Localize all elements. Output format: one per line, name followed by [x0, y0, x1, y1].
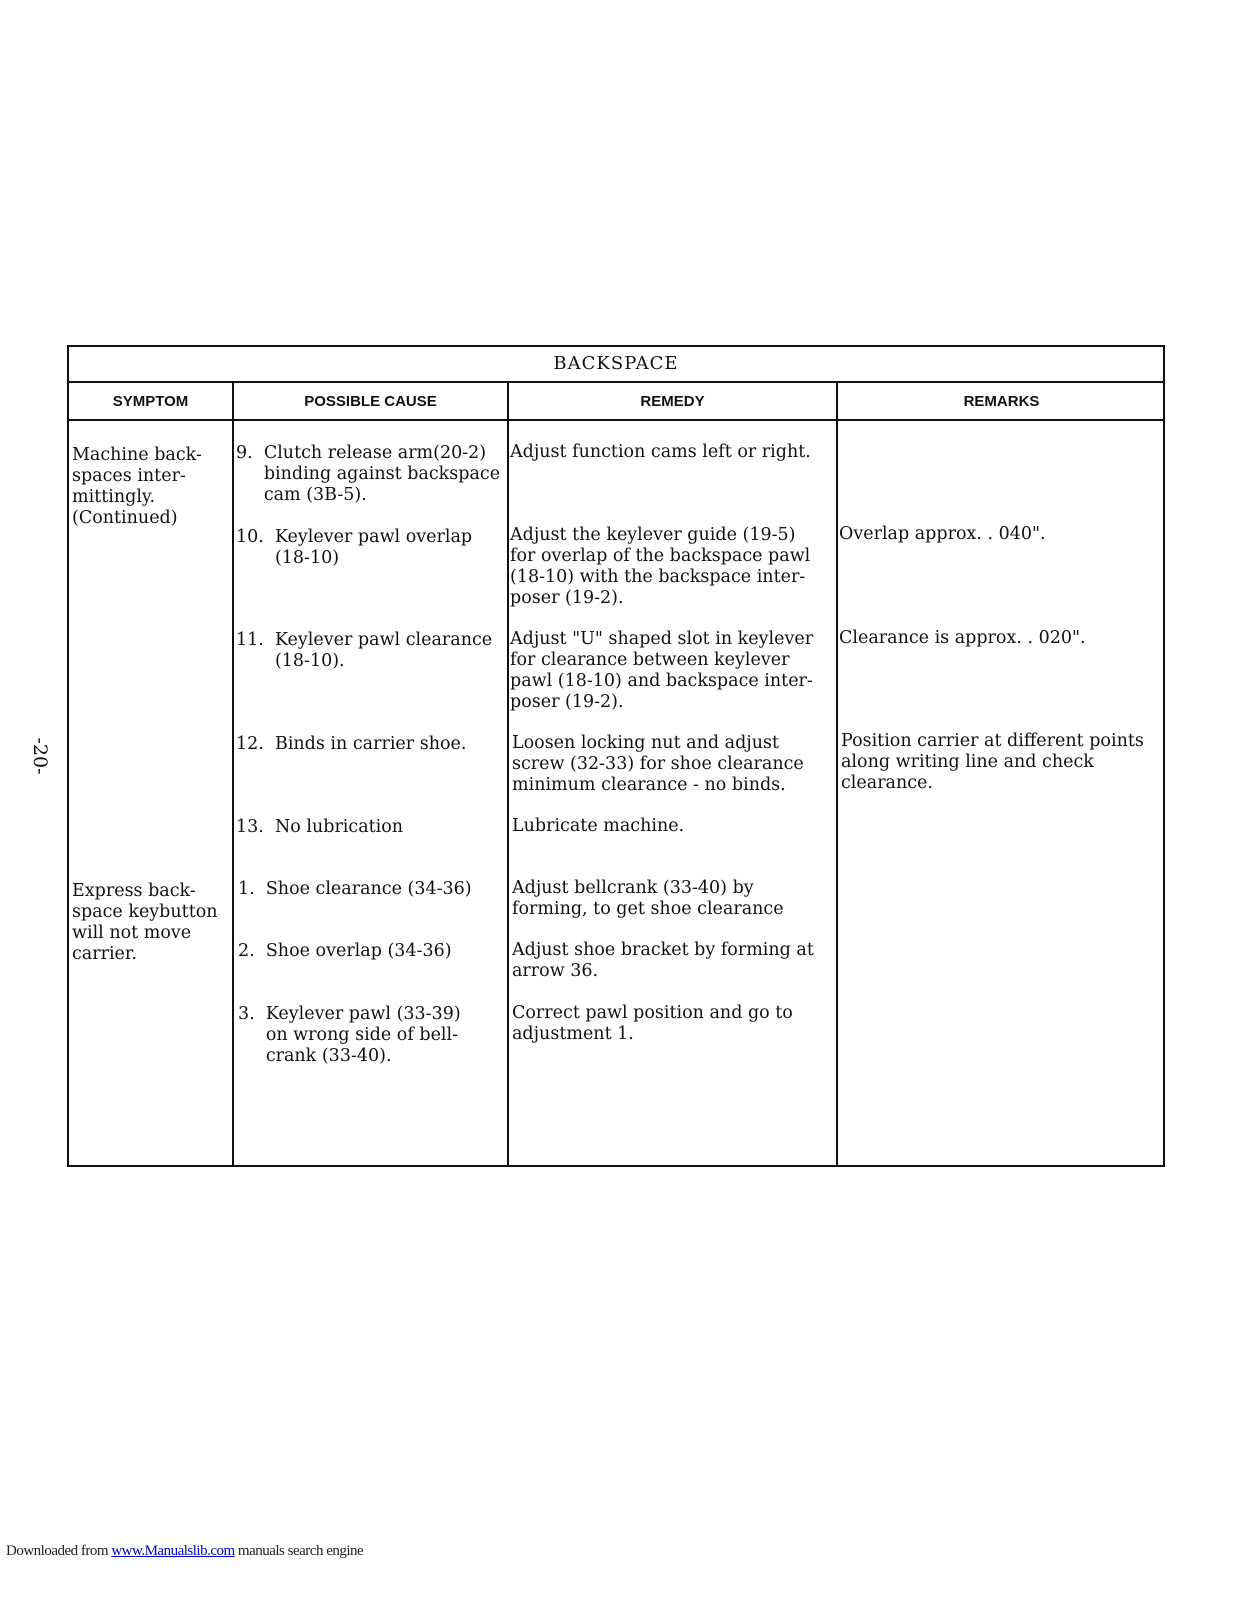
cause-cell: 12. Binds in carrier shoe. — [236, 734, 467, 754]
remedy-cell: Loosen locking nut and adjust screw (32-33) for shoe clearance minimum clearance - no binds. — [512, 733, 804, 795]
header-remarks: REMARKS — [963, 393, 1040, 410]
symptom-cell: Express back- space keybutton will not move carrier. — [72, 881, 218, 964]
page-number: -20- — [29, 737, 51, 775]
remarks-cell: Clearance is approx. . 020". — [839, 628, 1086, 648]
header-remedy: REMEDY — [640, 393, 705, 410]
remedy-cell: Adjust bellcrank (33-40) by forming, to get shoe clearance — [512, 878, 784, 919]
header-symptom: SYMPTOM — [112, 393, 189, 410]
remedy-cell: Adjust the keylever guide (19-5) for overlap of the backspace pawl (18-10) with the backspace inter- poser (19-2). — [510, 525, 811, 608]
cause-cell: 9. Clutch release arm(20-2) binding against backspace cam (3B-5). — [236, 443, 501, 505]
table-title: BACKSPACE — [69, 347, 1163, 383]
footer — [6, 1543, 363, 1560]
symptom-cell: Machine back- spaces inter- mittingly. (Continued) — [72, 445, 202, 528]
manualslib-link[interactable]: www.Manualslib.com — [111, 1543, 235, 1559]
remedy-cell: Lubricate machine. — [512, 816, 685, 836]
column-divider — [232, 383, 234, 1165]
cause-cell: 1. Shoe clearance (34-36) — [238, 879, 472, 899]
remedy-cell: Adjust shoe bracket by forming at arrow 36. — [512, 940, 814, 981]
cause-cell: 3. Keylever pawl (33-39) on wrong side of bell- crank (33-40). — [238, 1004, 461, 1066]
remedy-cell: Correct pawl position and go to adjustment 1. — [512, 1003, 793, 1044]
footer-prefix: Downloaded from — [6, 1543, 112, 1559]
remarks-cell: Overlap approx. . 040". — [839, 524, 1046, 544]
remedy-cell: Adjust function cams left or right. — [510, 442, 811, 462]
cause-cell: 13. No lubrication — [236, 817, 404, 837]
remarks-cell: Position carrier at different points along writing line and check clearance. — [841, 731, 1144, 793]
remedy-cell: Adjust "U" shaped slot in keylever for clearance between keylever pawl (18-10) and backspace inter- poser (19-2). — [510, 629, 814, 712]
header-possible-cause: POSSIBLE CAUSE — [304, 393, 437, 410]
cause-cell: 11. Keylever pawl clearance (18-10). — [236, 630, 493, 671]
cause-cell: 2. Shoe overlap (34-36) — [238, 941, 452, 961]
column-divider — [507, 383, 509, 1165]
column-divider — [836, 383, 838, 1165]
footer-suffix: manuals search engine — [234, 1543, 364, 1559]
cause-cell: 10. Keylever pawl overlap (18-10) — [236, 527, 473, 568]
troubleshooting-table — [67, 345, 1165, 1167]
